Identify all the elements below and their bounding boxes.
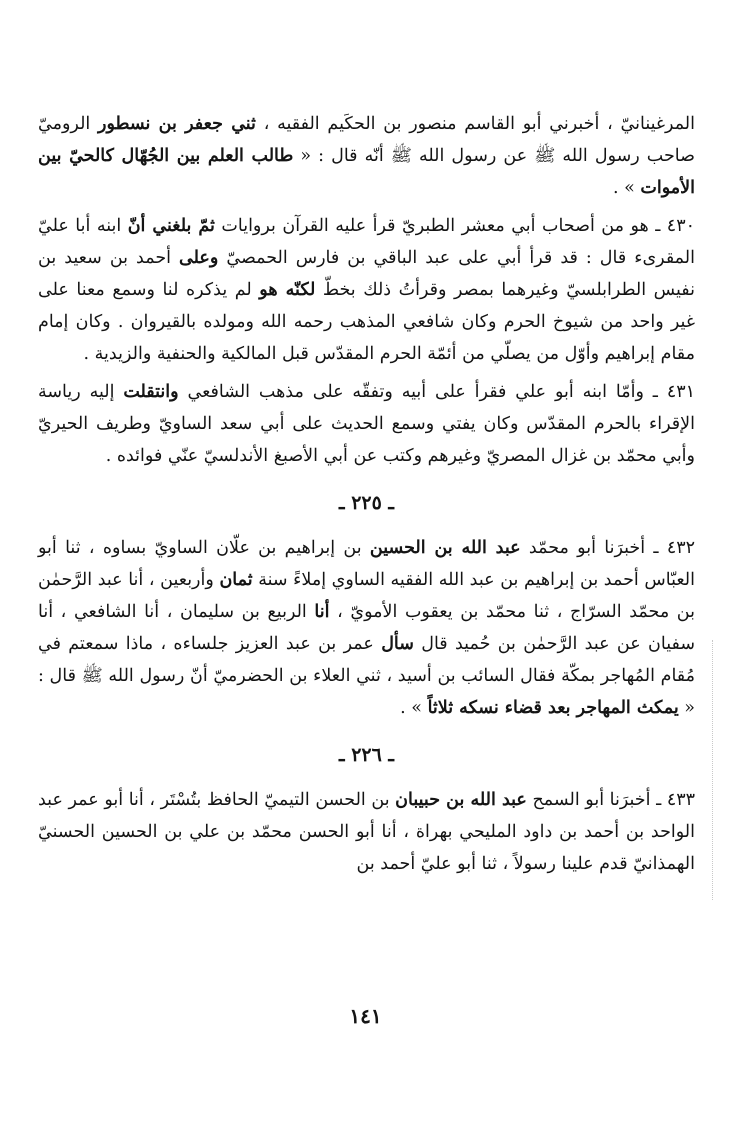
bold-segment: عبد الله بن الحسين [369,538,521,558]
text-segment: إليه رياسة الإقراء بالحرم المقدّس وكان يفتي وسمع الحديث على أبي سعد الساويّ وطريف الحيريّ وأبي محمّد بن غزال المصريّ وغيرهم وكتب عن أبي الأصبغ الأندلسيّ عنّي فوائده . [38,382,695,466]
text-segment: الربيع بن سليمان ، أنا الشافعي ، أنا سفيان عن عبد الرَّحمٰن بن حُميد قال [38,602,695,654]
text-segment: ٤٣٠ ـ هو من أصحاب أبي معشر الطبريّ قرأ عليه القرآن بروايات [214,216,695,236]
text-segment: أحمد بن سعيد بن نفيس الطرابلسيّ وغيرهما بمصر وقرأتُ ذلك بخطّ [38,248,695,300]
text-segment: لم يذكره لنا وسمع معنا على غير واحد من شيوخ الحرم وكان شافعي المذهب رحمه الله ومولده بالقيروان . وكان إمام مقام إبراهيم وأوّل من يصلّي من أئمّة الحرم المقدّس قبل المالكية والحنفية والزيدية . [38,280,695,364]
bold-segment: ثمان [219,570,253,590]
text-segment: المرغينانيّ ، أخبرني أبو القاسم منصور بن الحكَيم الفقيه ، [255,114,695,134]
bold-segment: لكنّه هو [259,280,316,300]
text-segment: وأربعين ، أنا عبد الرَّحمٰن بن محمّد السرّاج ، ثنا محمّد بن يعقوب الأمويّ ، [38,570,695,622]
section-number-divider: ـ ٢٢٦ ـ [339,744,394,766]
paragraph [38,784,695,880]
bold-segment: ثمّ بلغني أنّ [127,216,215,236]
paragraph [38,532,695,724]
text-segment: بن إبراهيم بن علّان الساويّ بساوه ، ثنا أبو العبّاس أحمد بن إبراهيم بن عبد الله الفقيه الساوي إملاءً سنة [38,538,695,590]
paragraph [38,210,695,370]
text-segment: » . [613,178,641,198]
text-segment: ٤٣١ ـ وأمّا ابنه أبو علي فقرأ على أبيه وتفقّه على مذهب الشافعي [178,382,696,402]
scan-margin-speckle [702,640,713,900]
text-segment: عمر بن عبد العزيز جلساءه ، ماذا سمعتم في مُقام المُهاجر بمكّة فقال السائب بن أسيد ، ثني العلاء بن الحضرميّ أنّ رسول الله ﷺ قال : « [38,634,695,718]
text-body [38,108,695,880]
paragraph [38,376,695,472]
bold-segment: طالب العلم بين الجُهّال كالحيّ بين الأموات [38,146,695,198]
section-number-divider: ـ ٢٢٥ ـ [339,492,394,514]
text-segment: ٤٣٣ ـ أخبرَنا أبو السمح [526,790,696,810]
text-segment: الروميّ صاحب رسول الله ﷺ عن رسول الله ﷺ أنّه قال : « [38,114,695,166]
text-segment: ٤٣٢ ـ أخبرَنا أبو محمّد [520,538,696,558]
bold-segment: وعلى [179,248,219,268]
text-segment: » . [400,698,428,718]
page-number: ١٤١ [349,1004,382,1028]
text-segment: بن الحسن التيميّ الحافظ بتُسْتَر ، أنا أبو عمر عبد الواحد بن أحمد بن داود المليحي بهراة ، أنا أبو الحسن محمّد بن علي بن الحسين الحسنيّ الهمذانيّ قدم علينا رسولاً ، ثنا أبو عليّ أحمد بن [38,790,695,874]
bold-segment: ثني جعفر بن نسطور [98,114,256,134]
bold-segment: سأل [381,634,414,654]
bold-segment: عبد الله بن حبيبان [395,790,527,810]
bold-segment: يمكث المهاجر بعد قضاء نسكه ثلاثاً [427,698,679,718]
paragraph [38,108,695,204]
text-segment: ابنه أبا عليّ المقرىء قال : قد قرأ أبي على عبد الباقي بن فارس الحمصيّ [38,216,695,268]
bold-segment: وانتقلت [123,382,179,402]
bold-segment: أنا [314,602,330,622]
